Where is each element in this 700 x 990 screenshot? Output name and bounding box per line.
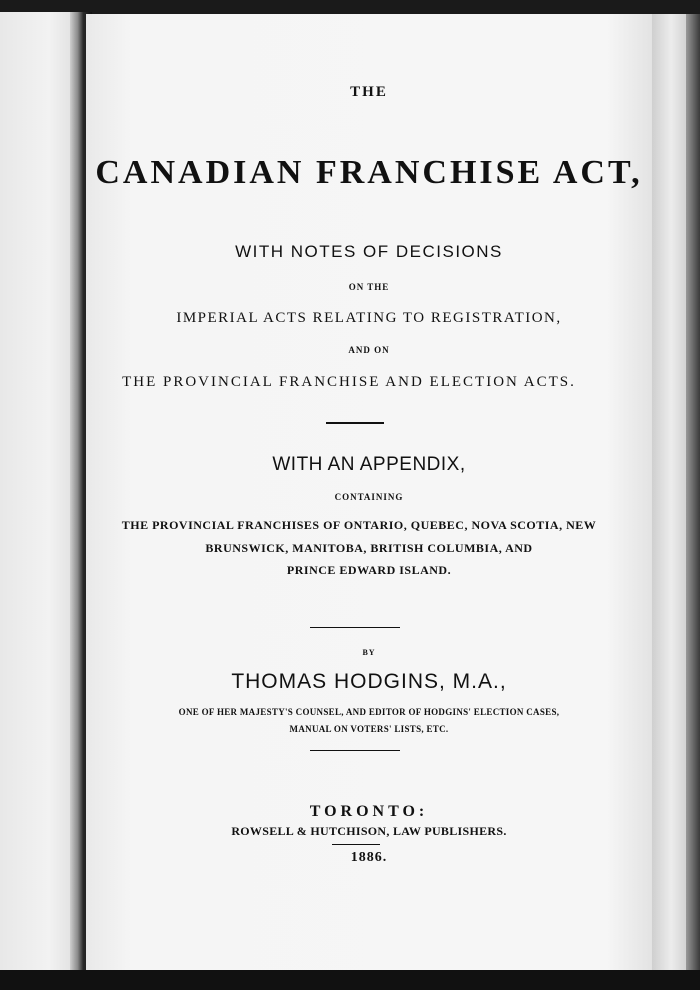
byline-by: BY [362,648,376,657]
subtitle-provincial-acts: THE PROVINCIAL FRANCHISE AND ELECTION ACTS. [122,374,576,390]
divider-rule [332,844,380,845]
subtitle-imperial-acts: IMPERIAL ACTS RELATING TO REGISTRATION, [176,310,562,326]
appendix-heading: WITH AN APPENDIX, [272,454,466,475]
scan-bottom-border [0,970,700,990]
title-page-content [86,14,652,970]
publication-city: TORONTO: [309,803,429,820]
subtitle-and-on: AND ON [348,345,390,355]
appendix-franchises-line-2: BRUNSWICK, MANITOBA, BRITISH COLUMBIA, AND [205,541,533,555]
subtitle-on-the: ON THE [348,282,390,292]
appendix-containing: CONTAINING [334,492,404,502]
author-credentials-line-2: MANUAL ON VOTERS' LISTS, ETC. [289,724,449,734]
title-article: THE [350,84,388,100]
author-name: THOMAS HODGINS, M.A., [231,670,507,693]
page-edge-right [652,14,700,970]
book-title: CANADIAN FRANCHISE ACT, [95,154,643,191]
appendix-franchises-line-3: PRINCE EDWARD ISLAND. [286,563,452,577]
author-credentials-line-1: ONE OF HER MAJESTY'S COUNSEL, AND EDITOR OF HODGINS' ELECTION CASES, [178,707,560,717]
publication-year: 1886. [350,850,388,865]
divider-rule [310,750,400,751]
subtitle-notes: WITH NOTES OF DECISIONS [235,242,503,261]
divider-rule [310,627,400,628]
divider-rule [326,422,384,424]
appendix-franchises-line-1: THE PROVINCIAL FRANCHISES OF ONTARIO, QUEBEC, NOVA SCOTIA, NEW [121,518,597,532]
publisher-name: ROWSELL & HUTCHISON, LAW PUBLISHERS. [231,824,507,838]
